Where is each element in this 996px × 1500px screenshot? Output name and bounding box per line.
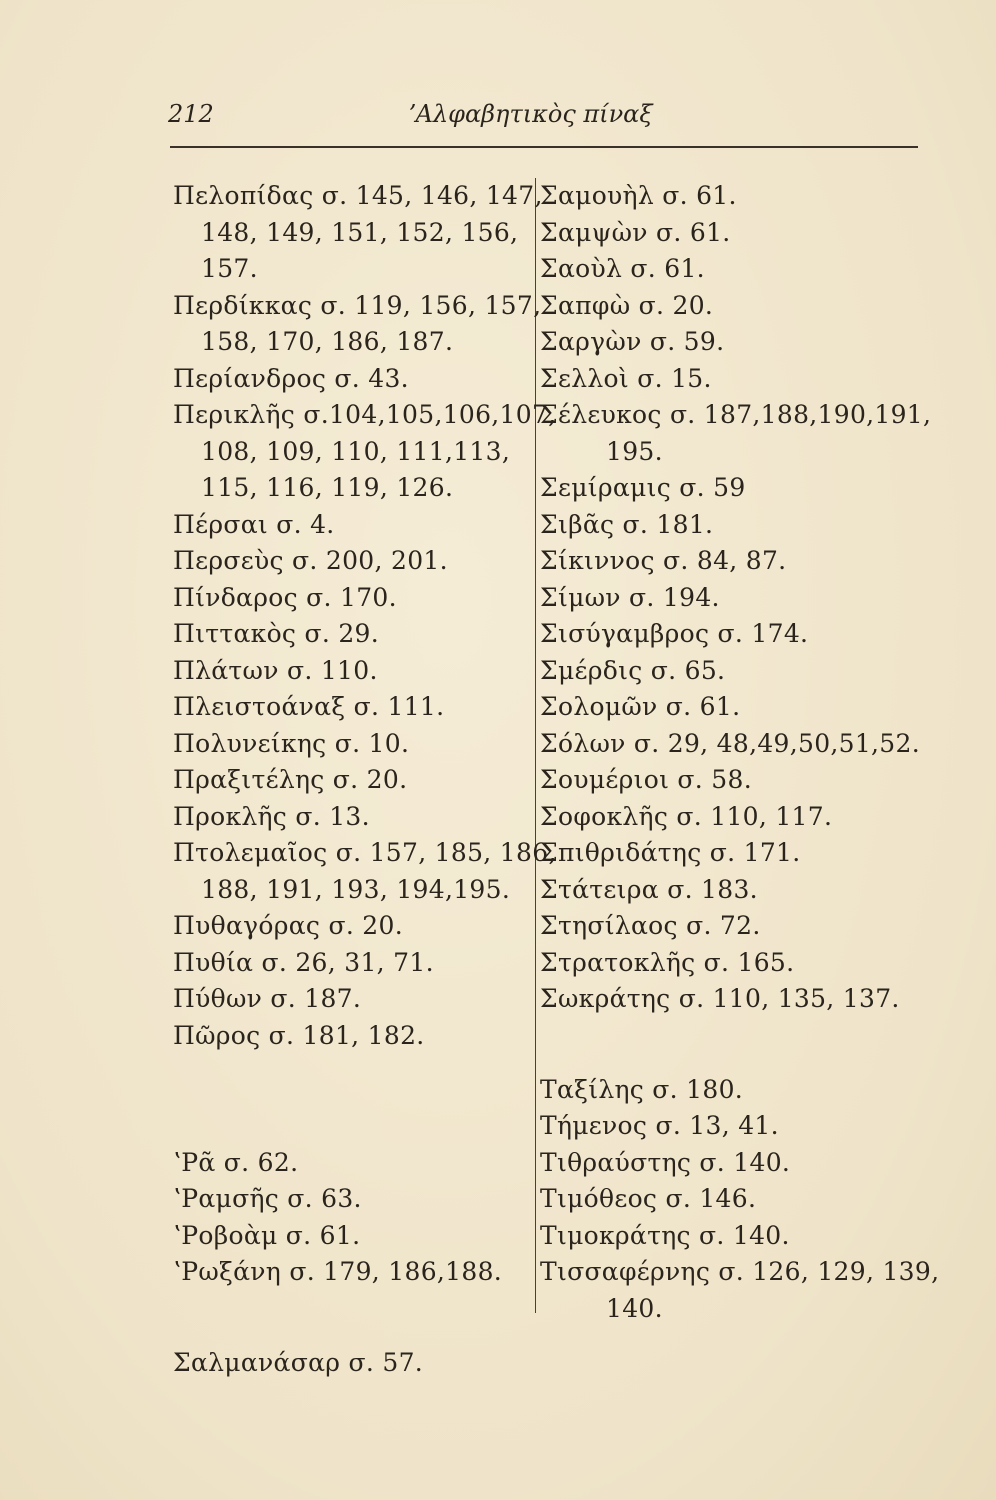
index-entry-line: Τιμοκράτης σ. 140. bbox=[540, 1220, 790, 1250]
index-entry bbox=[540, 324, 920, 361]
index-entry bbox=[540, 397, 932, 470]
index-entry bbox=[540, 872, 920, 909]
index-entry bbox=[540, 1254, 940, 1327]
index-entry-continuation: 157. bbox=[201, 254, 258, 283]
index-entry-line: Σαοὺλ σ. 61. bbox=[540, 254, 705, 283]
index-entry bbox=[173, 981, 528, 1018]
index-entry-line: Πελοπίδας σ. 145, 146, 147, bbox=[173, 181, 543, 210]
index-entry bbox=[540, 1108, 920, 1145]
index-entry-line: Σμέρδις σ. 65. bbox=[540, 655, 726, 685]
index-entry-continuation: 195. bbox=[606, 436, 663, 466]
index-entry-line: Στάτειρα σ. 183. bbox=[540, 874, 758, 904]
index-entry bbox=[173, 1181, 528, 1218]
index-entry-line: Προκλῆς σ. 13. bbox=[173, 801, 370, 831]
index-entry-line: Τισσαφέρνης σ. 126, 129, 139, bbox=[540, 1257, 940, 1286]
index-entry bbox=[540, 288, 920, 325]
index-entry-line: Σελλοὶ σ. 15. bbox=[540, 363, 712, 393]
index-entry-line: Πυθαγόρας σ. 20. bbox=[173, 911, 403, 940]
index-entry-line: Σίμων σ. 194. bbox=[540, 582, 720, 612]
index-entry bbox=[173, 762, 528, 799]
index-entry-line: Σόλων σ. 29, 48,49,50,51,52. bbox=[540, 728, 920, 758]
index-entry bbox=[173, 580, 528, 617]
index-entry bbox=[173, 397, 557, 507]
index-entry bbox=[173, 1254, 528, 1291]
index-entry-line: Σοφοκλῆς σ. 110, 117. bbox=[540, 801, 833, 831]
index-entry bbox=[173, 616, 528, 653]
index-entry bbox=[173, 1145, 528, 1182]
index-column-left bbox=[173, 178, 557, 1381]
index-entry-line: Τιθραύστης σ. 140. bbox=[540, 1147, 791, 1177]
index-group-sigma bbox=[540, 178, 932, 1018]
index-entry bbox=[540, 726, 920, 763]
index-entry-line: ʽΡαμσῆς σ. 63. bbox=[173, 1184, 362, 1213]
index-entry bbox=[540, 215, 920, 252]
index-entry-line: Σέλευκος σ. 187,188,190,191, bbox=[540, 400, 932, 429]
index-entry bbox=[540, 543, 920, 580]
index-entry-line: Τιμόθεος σ. 146. bbox=[540, 1184, 757, 1213]
index-entry-line: Πέρσαι σ. 4. bbox=[173, 509, 335, 539]
index-entry-line: Περίανδρος σ. 43. bbox=[173, 363, 409, 393]
index-entry-line: ʽΡοβοὰμ σ. 61. bbox=[173, 1220, 361, 1250]
index-entry-line: Τήμενος σ. 13, 41. bbox=[540, 1111, 779, 1140]
index-entry bbox=[540, 507, 920, 544]
page-header bbox=[168, 100, 918, 140]
index-entry-line: Σαμψὼν σ. 61. bbox=[540, 217, 731, 247]
index-entry bbox=[173, 178, 543, 288]
index-group-rho bbox=[173, 1145, 528, 1291]
index-entry-line: Σουμέριοι σ. 58. bbox=[540, 765, 752, 794]
index-entry-line: Σεμίραμις σ. 59 bbox=[540, 473, 746, 502]
index-entry bbox=[173, 799, 528, 836]
index-entry-line: Πιττακὸς σ. 29. bbox=[173, 619, 379, 648]
index-entry-line: Σπιθριδάτης σ. 171. bbox=[540, 838, 801, 867]
index-entry bbox=[540, 361, 920, 398]
index-entry bbox=[173, 726, 528, 763]
index-entry-continuation: 148, 149, 151, 152, 156, bbox=[201, 217, 519, 247]
index-entry bbox=[540, 178, 920, 215]
index-entry-line: Πλάτων σ. 110. bbox=[173, 655, 378, 685]
index-entry-line: Στησίλαος σ. 72. bbox=[540, 911, 761, 940]
index-entry bbox=[540, 1181, 920, 1218]
index-entry-line: Στρατοκλῆς σ. 165. bbox=[540, 947, 795, 977]
index-entry-line: Ταξίλης σ. 180. bbox=[540, 1074, 744, 1104]
index-entry-continuation: 140. bbox=[606, 1293, 663, 1323]
index-entry bbox=[540, 1218, 920, 1255]
index-entry bbox=[540, 616, 920, 653]
index-entry-line: Περδίκκας σ. 119, 156, 157, bbox=[173, 290, 542, 320]
index-entry bbox=[540, 251, 920, 288]
page-number: 212 bbox=[168, 100, 214, 128]
index-entry-line: Πίνδαρος σ. 170. bbox=[173, 582, 397, 612]
group-spacer bbox=[540, 1018, 920, 1072]
index-entry bbox=[173, 361, 528, 398]
index-entry bbox=[540, 799, 920, 836]
index-entry bbox=[173, 1218, 528, 1255]
index-entry-line: Περσεὺς σ. 200, 201. bbox=[173, 546, 448, 575]
index-entry bbox=[173, 689, 528, 726]
index-entry-line: Πῶρος σ. 181, 182. bbox=[173, 1020, 425, 1050]
running-title: ʼΑλφαβητικὸς πίναξ bbox=[408, 100, 653, 128]
index-entry-line: ʽΡωξάνη σ. 179, 186,188. bbox=[173, 1257, 503, 1286]
index-entry bbox=[540, 1072, 920, 1109]
index-entry-line: Πλειστοάναξ σ. 111. bbox=[173, 692, 445, 721]
index-entry bbox=[540, 1145, 920, 1182]
index-entry-continuation: 115, 116, 119, 126. bbox=[201, 473, 454, 502]
column-divider bbox=[535, 178, 536, 1313]
index-entry bbox=[540, 689, 920, 726]
index-entry-line: Περικλῆς σ.104,105,106,107, bbox=[173, 400, 557, 429]
index-entry-line: Πυθία σ. 26, 31, 71. bbox=[173, 947, 434, 977]
index-entry bbox=[173, 543, 528, 580]
index-entry bbox=[540, 945, 920, 982]
index-entry-line: Σίκιννος σ. 84, 87. bbox=[540, 546, 787, 575]
index-group-pi bbox=[173, 178, 557, 1054]
index-entry bbox=[173, 288, 542, 361]
index-entry bbox=[540, 981, 920, 1018]
index-entry-continuation: 188, 191, 193, 194,195. bbox=[201, 874, 511, 904]
index-entry bbox=[173, 835, 557, 908]
index-entry bbox=[173, 908, 528, 945]
index-entry-continuation: 108, 109, 110, 111,113, bbox=[201, 436, 511, 466]
index-entry-line: Σωκράτης σ. 110, 135, 137. bbox=[540, 984, 900, 1013]
index-group-sigma bbox=[173, 1345, 528, 1382]
index-entry bbox=[540, 908, 920, 945]
index-entry bbox=[540, 835, 920, 872]
index-entry-line: Σαμουὴλ σ. 61. bbox=[540, 181, 737, 210]
group-spacer bbox=[173, 1291, 528, 1345]
index-entry bbox=[173, 1345, 528, 1382]
index-entry bbox=[173, 945, 528, 982]
index-entry-line: Σιβᾶς σ. 181. bbox=[540, 509, 714, 539]
index-group-tau bbox=[540, 1072, 940, 1328]
index-entry bbox=[173, 1018, 528, 1055]
index-entry-line: Σισύγαμβρος σ. 174. bbox=[540, 619, 809, 648]
index-entry-line: Πραξιτέλης σ. 20. bbox=[173, 765, 408, 794]
index-entry-line: Σαργὼν σ. 59. bbox=[540, 327, 725, 356]
index-entry bbox=[540, 470, 920, 507]
index-entry-continuation: 158, 170, 186, 187. bbox=[201, 327, 454, 356]
index-entry bbox=[540, 762, 920, 799]
index-entry bbox=[540, 580, 920, 617]
index-entry-line: Πύθων σ. 187. bbox=[173, 984, 362, 1013]
header-rule bbox=[170, 146, 918, 148]
index-entry bbox=[173, 507, 528, 544]
group-spacer bbox=[173, 1108, 528, 1145]
index-entry-line: Σαπφὼ σ. 20. bbox=[540, 290, 714, 320]
index-entry-line: Πολυνείκης σ. 10. bbox=[173, 728, 410, 758]
index-entry-line: ʽΡᾶ σ. 62. bbox=[173, 1147, 299, 1177]
index-entry-line: Σολομῶν σ. 61. bbox=[540, 692, 741, 721]
index-entry bbox=[173, 653, 528, 690]
group-spacer bbox=[173, 1054, 528, 1108]
index-entry bbox=[540, 653, 920, 690]
index-column-right bbox=[540, 178, 940, 1327]
index-entry-line: Πτολεμαῖος σ. 157, 185, 186, bbox=[173, 838, 557, 867]
index-entry-line: Σαλμανάσαρ σ. 57. bbox=[173, 1347, 424, 1377]
